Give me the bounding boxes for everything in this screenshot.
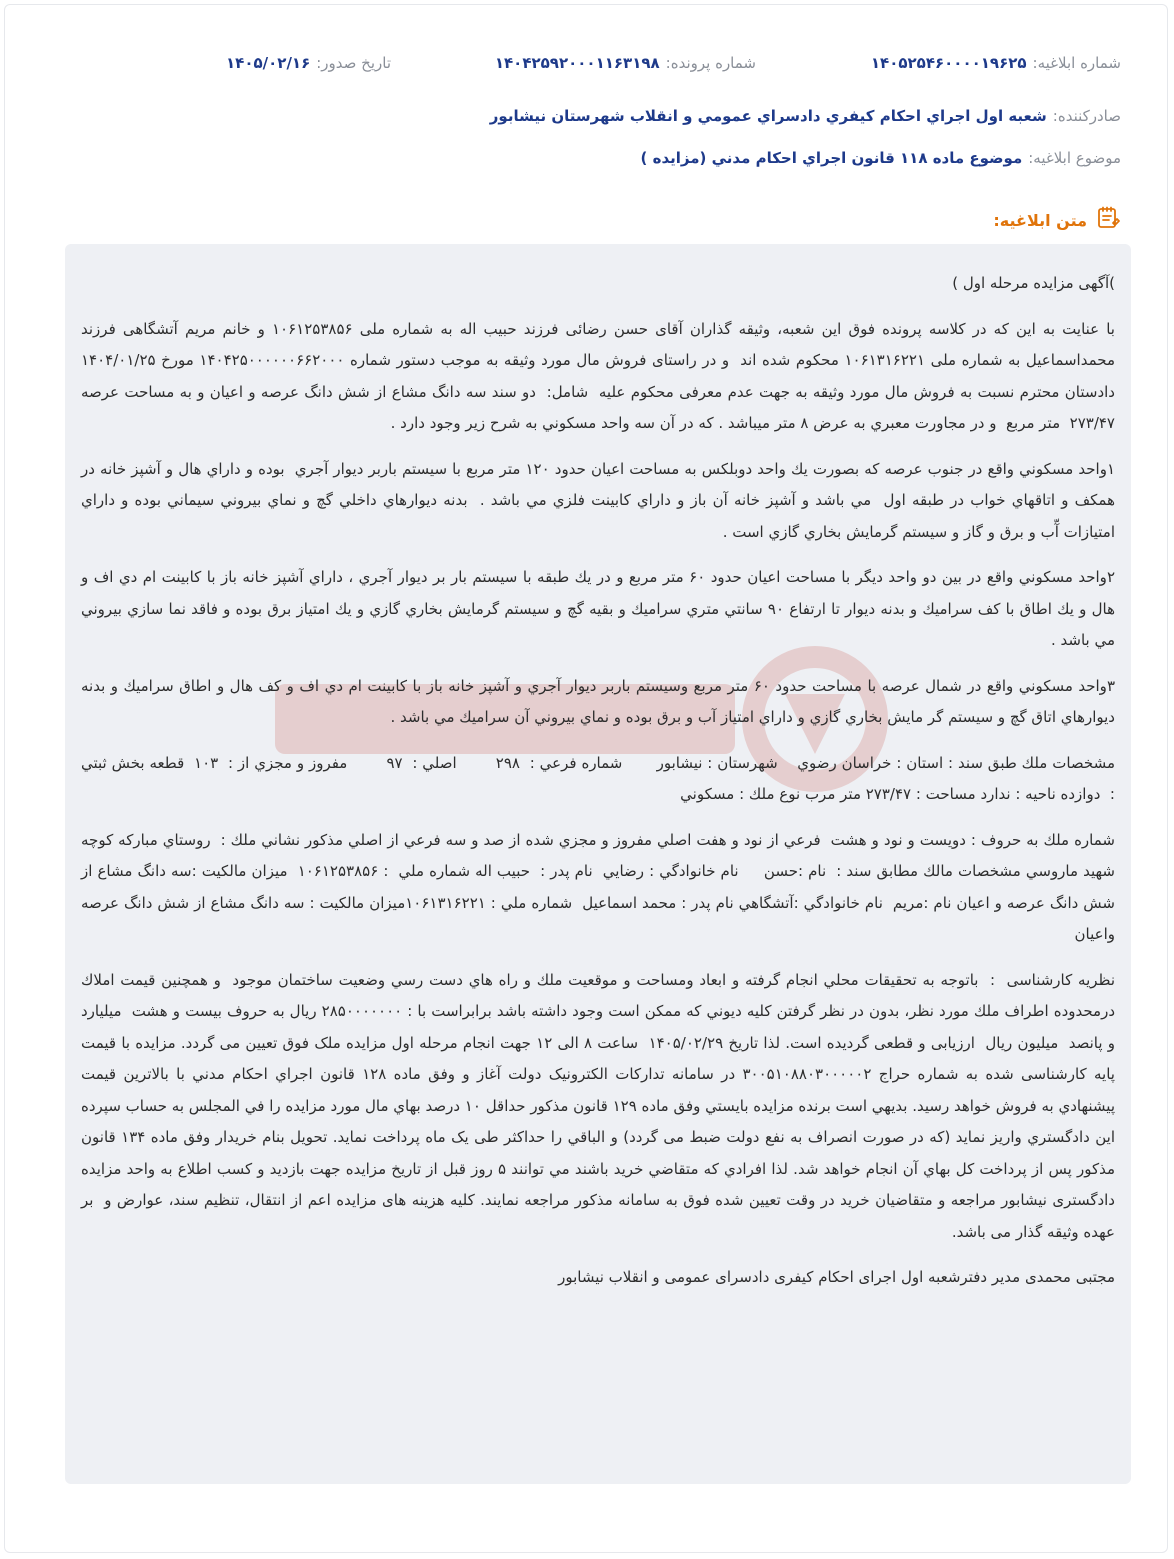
notice-number-value: ۱۴۰۵۲۵۴۶۰۰۰۰۱۹۶۲۵: [870, 54, 1027, 72]
notice-body: [65, 244, 1131, 1484]
document-list-icon: [1095, 205, 1121, 235]
notice-paragraph: با عنايت به اين که در کلاسه پرونده فوق اين شعبه، وثيقه گذاران آقای حسن رضائی فرزند حبيب اله به شماره ملی ۱۰۶۱۲۵۳۸۵۶ و خانم مريم آتشگاهی فرزند محمداسماعيل به شماره ملی ۱۰۶۱۳۱۶۲۲۱ محکوم شده اند و در راستای فروش مال مورد وثيقه به موجب دستور شماره ۱۴۰۴۲۵۰۰۰۰۰۰۶۶۲۰۰۰ مورخ ۱۴۰۴/۰۱/۲۵ دادستان محترم نسبت به فروش مال مورد وثيقه به جهت عدم معرفی محکوم عليه شامل: دو سند سه دانگ مشاع از شش دانگ عرصه و اعيان و به مساحت عرصه ۲۷۳/۴۷ متر مربع و در مجاورت معبري به عرض ۸ متر ميباشد . که در آن سه واحد مسکوني به شرح زير وجود دارد .: [76, 319, 1115, 432]
issue-date-label: تاريخ صدور:: [316, 54, 391, 72]
subject-label: موضوع ابلاغيه:: [1028, 149, 1121, 167]
subject-value: موضوع ماده ۱۱۸ قانون اجراي احکام مدني (مزايده ): [640, 149, 1023, 167]
issuer-row: [51, 107, 1121, 125]
issuer-label: صادرکننده:: [1052, 107, 1121, 125]
notice-paragraph: ۲واحد مسکوني واقع در بين دو واحد ديگر با مساحت اعيان حدود ۶۰ متر مربع و در يك طبقه با سيستم بار بر ديوار آجري ، داراي آشپز خانه باز با کابينت ام دي اف و هال و يك اطاق با کف سراميك و بدنه ديوار تا ارتفاع ۹۰ سانتي متري سراميك و بقيه گچ و سيستم گرمايش بخاري گازي و يك امتياز برق بوده و فاقد نما سازي بيروني مي باشد .: [76, 568, 1116, 649]
section-title: متن ابلاغيه:: [993, 210, 1087, 230]
notice-paragraph: ۳واحد مسکوني واقع در شمال عرصه با مساحت حدود ۶۰ متر مربع وسيستم باربر ديوار آجري و آشپز خانه باز با کابينت ام دي اف و کف هال و اطاق سراميك و بدنه ديوارهاي اتاق گچ و سيستم گر مايش بخاري گازي و داراي امتياز آب و برق بوده و نماي بيروني آن سراميك مي باشد .: [76, 676, 1115, 726]
notice-number: [871, 54, 1121, 72]
subject-row: [51, 149, 1121, 167]
notice-paragraph: )آگهی مزايده مرحله اول ): [952, 274, 1115, 292]
section-header: [993, 205, 1121, 235]
case-number: [495, 54, 756, 72]
case-number-value: ۱۴۰۴۲۵۹۲۰۰۰۱۱۶۳۱۹۸: [494, 54, 660, 72]
notice-number-label: شماره ابلاغيه:: [1032, 54, 1121, 72]
signature-line: مجتبی محمدی مدير دفترشعبه اول اجرای احکام کيفری دادسرای عمومی و انقلاب نيشابور: [558, 1268, 1115, 1286]
paragraph-list: [76, 268, 1116, 1248]
notice-card: [4, 4, 1168, 1553]
issuer-value: شعبه اول اجراي احکام کيفري دادسراي عمومي و انقلاب شهرستان نيشابور: [489, 107, 1047, 125]
subject: [641, 149, 1121, 167]
issue-date-value: ۱۴۰۵/۰۲/۱۶: [226, 54, 311, 72]
case-number-label: شماره پرونده:: [665, 54, 756, 72]
notice-paragraph: نظريه کارشناسی : باتوجه به تحقيقات محلي انجام گرفته و ابعاد ومساحت و موقعيت ملك و راه هاي دست رسي وضعيت ساختمان موجود و همچنين قيمت املاك درمحدوده اطراف ملك مورد نظر، بدون در نظر گرفتن کليه ديوني که ممکن است وجود داشته باشد برابراست با : ۲۸۵۰۰۰۰۰۰۰ ريال به حروف بيست و هشت ميليارد و پانصد ميليون ريال ارزيابی و قطعی گرديده است. لذا تاريخ ۱۴۰۵/۰۲/۲۹ ساعت ۸ الی ۱۲ جهت انجام مرحله اول مزايده ملک فوق تعيين می گردد. مزايده با قيمت پايه کارشناسی شده به شماره حراج ۳۰۰۵۱۰۸۸۰۳۰۰۰۰۰۲ در سامانه تدارکات الکترونيک دولت آغاز و وفق ماده ۱۲۸ قانون اجراي احکام مدني با بالاترين قيمت پيشنهادي به فروش خواهد رسيد. بديهي است برنده مزايده بايستي وفق ماده ۱۲۹ قانون مذکور حداقل ۱۰ درصد بهاي مال مورد مزايده را في المجلس به حساب سپرده اين دادگستري واريز نمايد (که در صورت انصراف به نفع دولت ضبط می گردد) و الباقي را حداکثر طی يک ماه پرداخت نمايد. تحويل بنام خريدار وفق ماده ۱۳۴ قانون مذکور پس از پرداخت کل بهاي آن انجام خواهد شد. لذا افرادي که متقاضي خريد باشند مي توانند ۵ روز قبل از تاريخ مزايده جهت بازديد و کسب اطلاع به واحد مزايده دادگستری نيشابور مراجعه و متقاضيان خريد در وقت تعيين شده فوق به سامانه مذکور مراجعه نمايند. کليه هزينه های مزايده اعم از انتقال، تنظيم سند، عوارض و بر عهده وثيقه گذار می باشد.: [76, 970, 1116, 1241]
notice-paragraph: مشخصات ملك طبق سند : استان : خراسان رضوي شهرستان : نيشابور شماره فرعي : ۲۹۸ اصلي : ۹۷ مفروز و مجزي از : ۱۰۳ قطعه بخش ثبتي : دوازده ناحيه : ندارد مساحت : ۲۷۳/۴۷ متر مرب نوع ملك : مسکوني: [76, 753, 1116, 803]
notice-paragraph: شماره ملك به حروف : دويست و نود و هشت فرعي از نود و هفت اصلي مفروز و مجزي شده از صد و سه فرعي از اصلي مذکور نشاني ملك : روستاي مبارکه کوچه شهيد ماروسي مشخصات مالك مطابق سند : نام :حسن نام خانوادگي : رضايي نام پدر : حبيب اله شماره ملي : ۱۰۶۱۲۵۳۸۵۶ ميزان مالکيت :سه دانگ مشاع از شش دانگ عرصه و اعيان نام :مريم نام خانوادگي :آتشگاهي نام پدر : محمد اسماعيل شماره ملي : ۱۰۶۱۳۱۶۲۲۱ميزان مالکيت : سه دانگ مشاع از شش دانگ عرصه واعيان: [76, 830, 1115, 943]
issue-date: [226, 54, 391, 72]
notice-paragraph: ۱واحد مسکوني واقع در جنوب عرصه که بصورت يك واحد دوبلکس به مساحت اعيان حدود ۱۲۰ متر مربع با سيستم باربر ديوار آجري بوده و داراي هال و آشپز خانه در همکف و اتاقهاي خواب در طبقه اول مي باشد و آشپز خانه آن باز و داراي کابينت فلزي مي باشد . بدنه ديوارهاي داخلي گچ و نماي بيروني سيماني بوده و داراي امتيازات آّب و برق و گاز و سيستم گرمايش بخاري گازي است .: [76, 459, 1115, 541]
issuer: [490, 107, 1121, 125]
